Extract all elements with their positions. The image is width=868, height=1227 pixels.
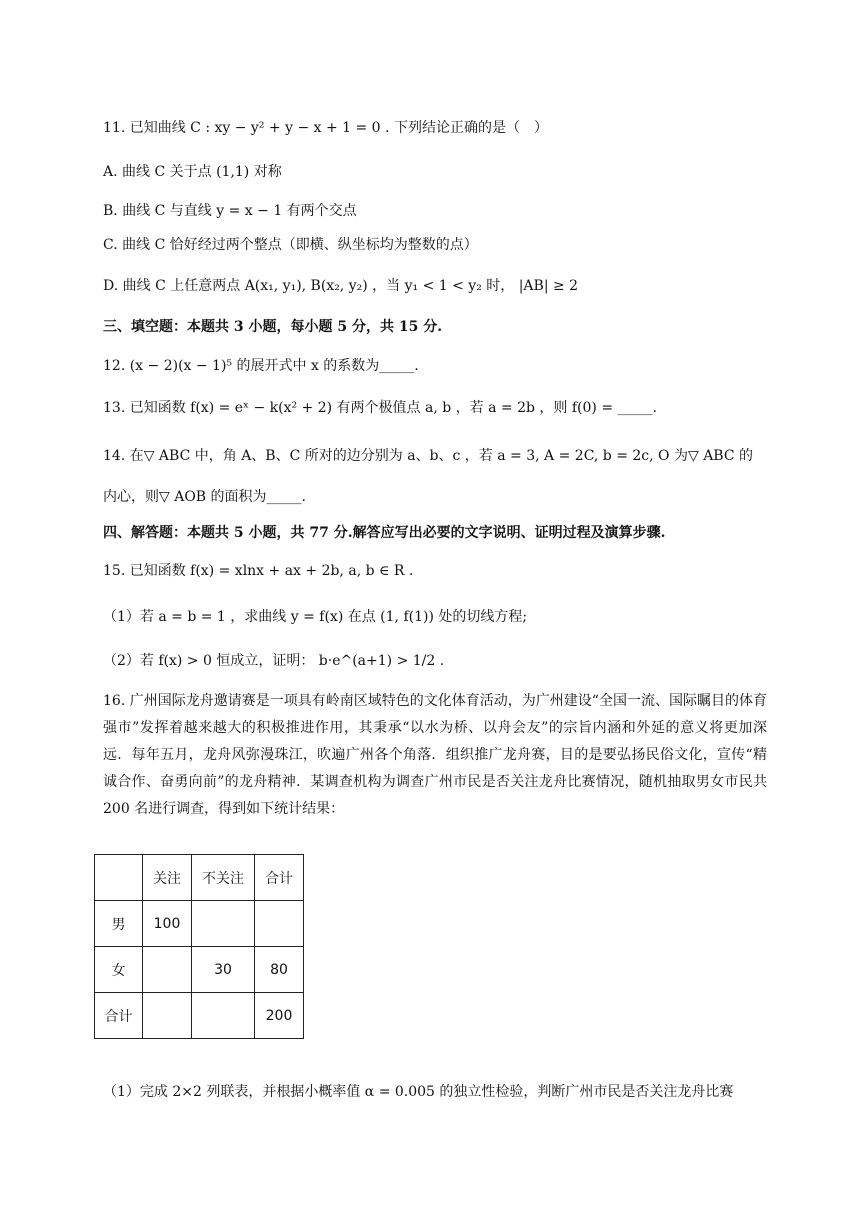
table-cell: 女 (95, 947, 143, 993)
question-15-part-1: （1）若 a = b = 1 ，求曲线 y = f(x) 在点 (1, f(1)) 处的切线方程; (103, 609, 528, 625)
question-15-part-2: （2）若 f(x) > 0 恒成立，证明： b·e^(a+1) > 1/2 . (103, 653, 445, 669)
table-cell: 100 (143, 901, 192, 947)
question-15-stem: 15. 已知函数 f(x) = xlnx + ax + 2b, a, b ∈ R . (103, 563, 414, 579)
table-cell: 合计 (255, 855, 304, 901)
question-11-option-c: C. 曲线 C 恰好经过两个整点（即横、纵坐标均为整数的点） (103, 237, 478, 253)
contingency-table (94, 854, 304, 1039)
table-row (95, 901, 304, 947)
table-cell (255, 901, 304, 947)
table-cell: 30 (192, 947, 255, 993)
table-cell (143, 993, 192, 1039)
question-14-line-2: 内心，则▽ AOB 的面积为_____. (103, 489, 306, 505)
table-row (95, 993, 304, 1039)
table-row (95, 947, 304, 993)
table-cell: 不关注 (192, 855, 255, 901)
table-cell (95, 855, 143, 901)
table-cell (192, 993, 255, 1039)
question-12: 12. (x − 2)(x − 1)⁵ 的展开式中 x 的系数为_____. (103, 358, 419, 374)
table-cell: 男 (95, 901, 143, 947)
table-cell: 合计 (95, 993, 143, 1039)
question-16-text: 16. 广州国际龙舟邀请赛是一项具有岭南区域特色的文化体育活动，为广州建设“全国一流、国际瞩目的体育强市”发挥着越来越大的积极推进作用，其秉承“以水为桥、以舟会友”的宗旨内涵和外延的意义将更加深远．每年五月，龙舟风弥漫珠江，吹遍广州各个角落．组织推广龙舟赛，目的是要弘扬民俗文化，宣传“精诚合作、奋勇向前”的龙舟精神．某调查机构为调查广州市民是否关注龙舟比赛情况，随机抽取男女市民共 200 名进行调查，得到如下统计结果： (103, 693, 767, 817)
table-cell (192, 901, 255, 947)
question-13: 13. 已知函数 f(x) = eˣ − k(x² + 2) 有两个极值点 a, b ，若 a = 2b ，则 f(0) = _____. (103, 400, 657, 416)
question-11-stem: 11. 已知曲线 C : xy − y² + y − x + 1 = 0 . 下列结论正确的是（ ） (103, 120, 548, 136)
table-cell: 关注 (143, 855, 192, 901)
question-11-option-d: D. 曲线 C 上任意两点 A(x₁, y₁), B(x₂, y₂) ，当 y₁ < 1 < y₂ 时， |AB| ≥ 2 (103, 278, 579, 294)
question-11-option-b: B. 曲线 C 与直线 y = x − 1 有两个交点 (103, 203, 357, 219)
question-11-option-a: A. 曲线 C 关于点 (1,1) 对称 (103, 164, 282, 180)
section-3-heading: 三、填空题：本题共 3 小题，每小题 5 分，共 15 分. (103, 319, 443, 335)
question-14-line-1: 14. 在▽ ABC 中，角 A、B、C 所对的边分别为 a、b、c ，若 a = 3, A = 2C, b = 2c, O 为▽ ABC 的 (103, 448, 754, 464)
table-header-row (95, 855, 304, 901)
table-cell: 200 (255, 993, 304, 1039)
table-cell: 80 (255, 947, 304, 993)
question-16-part-1: （1）完成 2×2 列联表，并根据小概率值 α = 0.005 的独立性检验，判断广州市民是否关注龙舟比赛 (103, 1084, 734, 1100)
section-4-heading: 四、解答题：本题共 5 小题，共 77 分.解答应写出必要的文字说明、证明过程及演算步骤. (103, 525, 666, 541)
table-cell (143, 947, 192, 993)
